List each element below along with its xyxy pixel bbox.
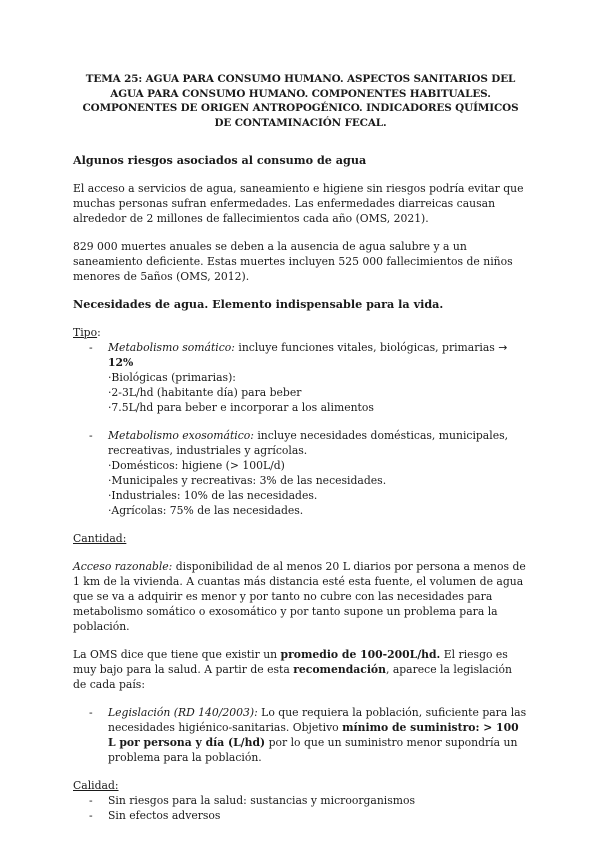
document-title <box>73 72 528 130</box>
dash-bullet: - <box>89 341 93 354</box>
section-heading-riesgos: Algunos riesgos asociados al consumo de agua <box>73 153 367 167</box>
dash-bullet: - <box>89 706 93 719</box>
dash-bullet: - <box>89 809 93 822</box>
text-run: La OMS dice que tiene que existir un <box>73 648 281 661</box>
acceso-text: disponibilidad de al menos 20 L diarios por persona a menos de 1 km de la vivienda. A cuantas más distancia esté esta fuente, el volumen de agua que se va a adquirir es menor y por tanto no cubre con las necesidades para metabolismo somático o exosomático y por tanto supone un problema para la población. <box>73 560 526 633</box>
title-line: COMPONENTES DE ORIGEN ANTROPOGÉNICO. INDICADORES QUÍMICOS <box>82 102 519 114</box>
list-item-calidad <box>73 793 528 808</box>
exosomatico-line: ·Municipales y recreativas: 3% de las necesidades. <box>108 474 387 487</box>
legislacion-term: Legislación (RD 140/2003): <box>108 706 258 719</box>
cantidad-label: Cantidad: <box>73 532 127 545</box>
arrow-right-icon: → <box>498 341 508 354</box>
riesgos-paragraph-1: El acceso a servicios de agua, saneamiento e higiene sin riesgos podría evitar que muchas personas sufran enfermedades. Las enfermedades diarreicas causan alrededor de 2 millones de fallecimientos cada año (OMS, 2021). <box>73 182 524 225</box>
text-run: El riesgo es muy bajo para la salud. A partir de esta <box>73 648 508 676</box>
tipo-label-colon: : <box>97 326 101 339</box>
text-run: Lo que requiera la población, suficiente para las necesidades higiénico-sanitarias. Objetivo <box>108 706 527 734</box>
exosomatico-text: incluye necesidades domésticas, municipales, recreativas, industriales y agrícolas. <box>108 429 509 457</box>
list-item-calidad <box>73 808 528 823</box>
dash-bullet: - <box>89 794 93 807</box>
calidad-item: Sin efectos adversos <box>108 809 221 822</box>
list-item-legislacion <box>73 705 528 765</box>
tipo-label <box>73 325 528 340</box>
list-item-somatico <box>73 340 528 415</box>
bold-run: mínimo de suministro: > 100 L por persona y día (L/hd) <box>108 721 519 749</box>
title-line: TEMA 25: AGUA PARA CONSUMO HUMANO. ASPECTOS SANITARIOS DEL <box>85 73 516 85</box>
tipo-label-text: Tipo <box>73 326 98 339</box>
somatico-line: ·Biológicas (primarias): <box>108 371 236 384</box>
somatico-line: ·2-3L/hd (habitante día) para beber <box>108 386 302 399</box>
exosomatico-line: ·Agrícolas: 75% de las necesidades. <box>108 504 304 517</box>
dash-bullet: - <box>89 429 93 442</box>
somatico-line: ·7.5L/hd para beber e incorporar a los alimentos <box>108 401 374 414</box>
cantidad-paragraph-1 <box>73 559 528 634</box>
riesgos-paragraph-2: 829 000 muertes anuales se deben a la ausencia de agua salubre y a un saneamiento deficiente. Estas muertes incluyen 525 000 fallecimientos de niños menores de 5años (OMS, 2012). <box>73 240 513 283</box>
exosomatico-line: ·Domésticos: higiene (> 100L/d) <box>108 459 285 472</box>
section-heading-necesidades: Necesidades de agua. Elemento indispensable para la vida. <box>73 297 444 311</box>
calidad-label: Calidad: <box>73 779 119 792</box>
acceso-term: Acceso razonable: <box>73 560 173 573</box>
somatico-text: incluye funciones vitales, biológicas, primarias <box>234 341 499 354</box>
list-item-exosomatico <box>73 428 528 518</box>
bold-run: recomendación <box>293 663 386 676</box>
calidad-item: Sin riesgos para la salud: sustancias y microorganismos <box>108 794 416 807</box>
text-run: por lo que un suministro menor supondría un problema para la población. <box>108 736 518 764</box>
document-page <box>73 72 528 823</box>
somatico-term: Metabolismo somático: <box>108 341 235 354</box>
text-run: , aparece la legislación de cada país: <box>73 663 512 691</box>
title-line: DE CONTAMINACIÓN FECAL. <box>214 116 387 129</box>
cantidad-paragraph-2 <box>73 647 528 692</box>
exosomatico-term: Metabolismo exosomático: <box>108 429 254 442</box>
title-line: AGUA PARA CONSUMO HUMANO. COMPONENTES HABITUALES. <box>110 87 491 100</box>
bold-run: promedio de 100-200L/hd. <box>280 648 441 661</box>
somatico-pct: 12% <box>108 356 134 369</box>
exosomatico-line: ·Industriales: 10% de las necesidades. <box>108 489 318 502</box>
